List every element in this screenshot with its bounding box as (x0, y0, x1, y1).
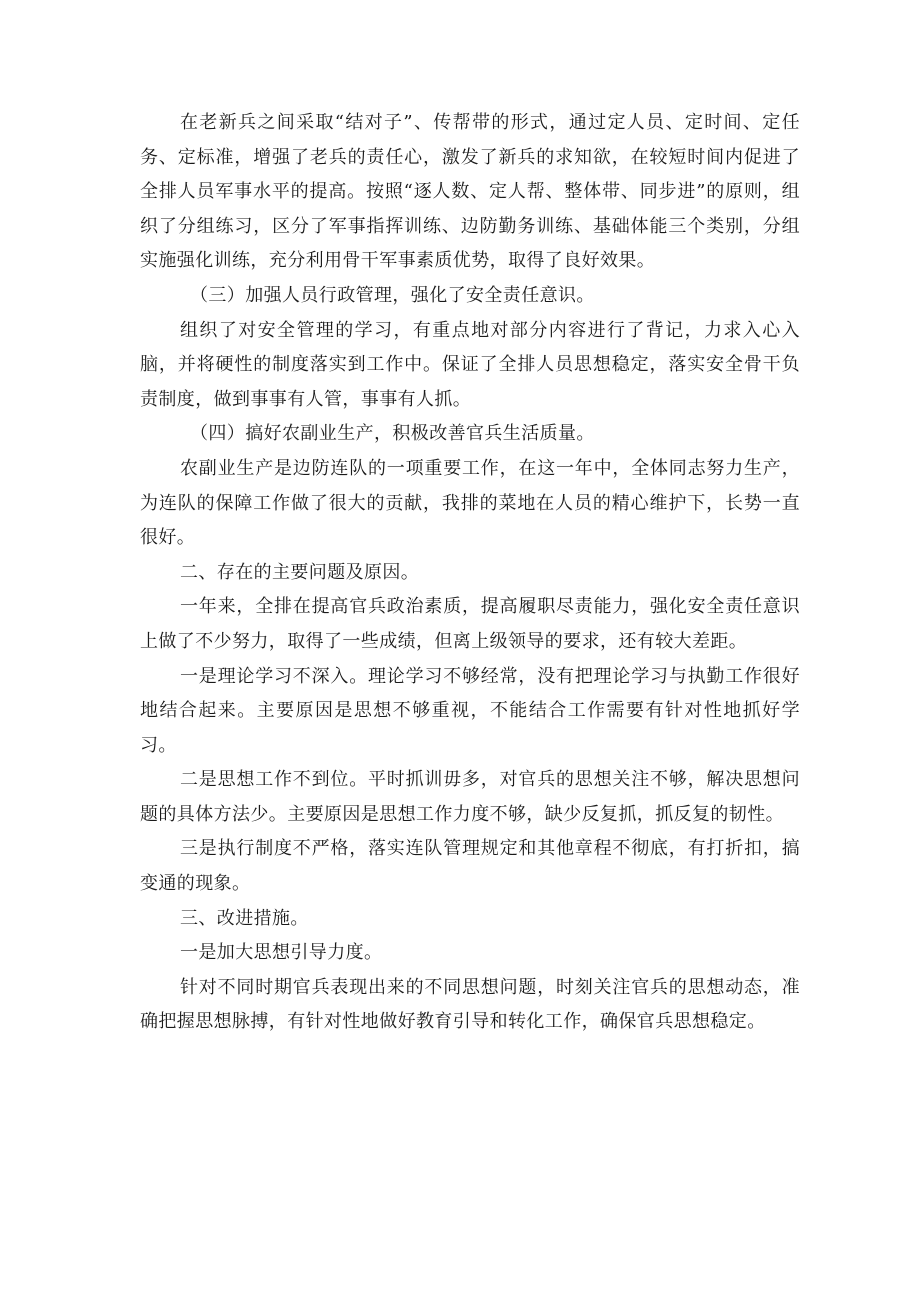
heading-admin-management: （三）加强人员行政管理，强化了安全责任意识。 (190, 284, 595, 306)
paragraph-year-summary: 一年来，全排在提高官兵政治素质，提高履职尽责能力，强化安全责任意识上做了不少努力，取得了一些成绩，但离上级领导的要求，还有较大差距。 (140, 596, 800, 652)
paragraph-safety-study: 组织了对安全管理的学习，有重点地对部分内容进行了背记，力求入心入脑，并将硬性的制度落实到工作中。保证了全排人员思想稳定，落实安全骨干负责制度，做到事事有人管，事事有人抓。 (140, 319, 800, 410)
paragraph-measure-one: 针对不同时期官兵表现出来的不同思想问题，时刻关注官兵的思想动态，准确把握思想脉搏，有针对性地做好教育引导和转化工作，确保官兵思想稳定。 (140, 976, 800, 1033)
heading-agriculture-production: （四）搞好农副业生产，积极改善官兵生活质量。 (190, 423, 595, 445)
document-body (140, 106, 800, 1040)
heading-problems-causes: 二、存在的主要问题及原因。 (180, 561, 420, 583)
heading-measure-one: 一是加大思想引导力度。 (180, 942, 383, 964)
paragraph-problem-two: 二是思想工作不到位。平时抓训毋多，对官兵的思想关注不够，解决思想问题的具体方法少。主要原因是思想工作力度不够，缺少反复抓，抓反复的韧性。 (140, 769, 800, 825)
paragraph-agriculture: 农副业生产是边防连队的一项重要工作，在这一年中，全体同志努力生产，为连队的保障工作做了很大的贡献，我排的菜地在人员的精心维护下，长势一直很好。 (140, 457, 800, 549)
heading-improvement-measures: 三、改进措施。 (180, 907, 309, 929)
paragraph-problem-one: 一是理论学习不深入。理论学习不够经常，没有把理论学习与执勤工作很好地结合起来。主要原因是思想不够重视，不能结合工作需要有针对性地抓好学习。 (140, 665, 800, 756)
paragraph-problem-three: 三是执行制度不严格，落实连队管理规定和其他章程不彻底，有打折扣，搞变通的现象。 (140, 838, 800, 895)
paragraph-pairing-training: 在老新兵之间采取“结对子”、传帮带的形式，通过定人员、定时间、定任务、定标准，增强了老兵的责任心，激发了新兵的求知欲，在较短时间内促进了全排人员军事水平的提高。按照“逐人数、定人帮、整体带、同步进”的原则，组织了分组练习，区分了军事指挥训练、边防勤务训练、基础体能三个类别，分组实施强化训练，充分利用骨干军事素质优势，取得了良好效果。 (140, 112, 800, 272)
